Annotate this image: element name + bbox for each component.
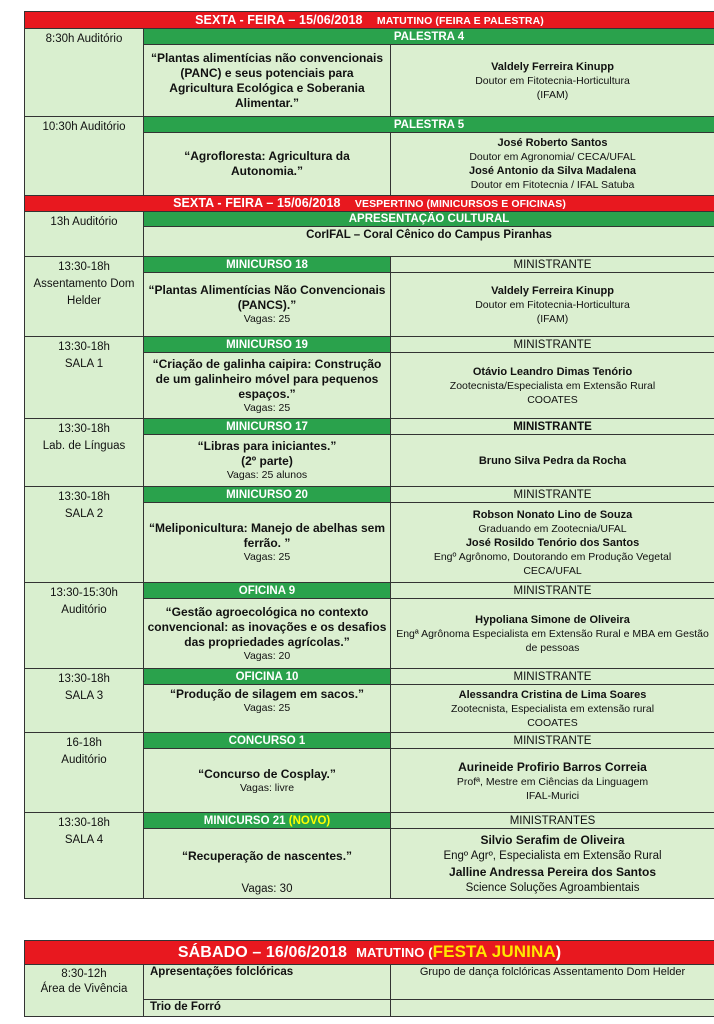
min19-title: “Criação de galinha caipira: Construção de um galinheiro móvel para pequenos espaços.”: [152, 356, 382, 401]
conc1-vagas: Vagas: livre: [239, 781, 295, 794]
saturday-item1-info: Grupo de dança folclóricas Assentamento Dom Helder: [391, 965, 714, 1000]
min19-credential1: Zootecnista/Especialista em Extensão Rural: [449, 379, 656, 392]
min20-label: MINICURSO 20: [144, 487, 391, 503]
palestra4-title-cell: [144, 45, 391, 117]
conc1-label: CONCURSO 1: [144, 733, 391, 749]
min19-ministrante: MINISTRANTE: [391, 337, 714, 353]
min20-time: 13:30-18h: [58, 491, 110, 503]
of10-time-cell: [25, 669, 144, 733]
min17-label: MINICURSO 17: [144, 419, 391, 435]
palestra5-credential2: Doutor em Fitotecnia / IFAL Satuba: [470, 179, 635, 191]
min20-vagas: Vagas: 25: [243, 551, 291, 563]
min20-speaker1: Robson Nonato Lino de Souza: [472, 508, 633, 521]
cultural-label: APRESENTAÇÃO CULTURAL: [144, 212, 714, 227]
of10-credential1: Zootecnista, Especialista em extensão rural: [450, 702, 655, 715]
min19-label: MINICURSO 19: [144, 337, 391, 353]
min20-credential1: Graduando em Zootecnia/UFAL: [478, 522, 627, 535]
conc1-time-cell: [25, 733, 144, 813]
min21-credential1: Engº Agrº, Especialista em Extensão Rural: [443, 849, 662, 862]
min18-label: MINICURSO 18: [144, 257, 391, 273]
min18-place: Assentamento Dom Helder: [33, 278, 135, 307]
palestra5-time: 10:30h Auditório: [25, 117, 144, 196]
min17-time-cell: [25, 419, 144, 487]
of10-speaker: Alessandra Cristina de Lima Soares: [458, 688, 647, 701]
min20-time-cell: [25, 487, 144, 583]
min21-vagas: Vagas: 30: [241, 883, 293, 895]
min18-speaker-cell: [391, 273, 714, 337]
min21-place: SALA 4: [64, 834, 104, 846]
period-title: VESPERTINO (MINICURSOS E OFICINAS): [354, 198, 566, 210]
of10-time: 13:30-18h: [58, 673, 110, 685]
min18-time: 13:30-18h: [58, 261, 110, 273]
min21-new-badge: (NOVO): [288, 814, 331, 827]
saturday-place: Área de Vivência: [40, 983, 128, 995]
of9-label: OFICINA 9: [144, 583, 391, 599]
min18-credential1: Doutor em Fitotecnia-Horticultura: [475, 298, 630, 311]
min20-credential3: CECA/UFAL: [523, 564, 582, 577]
of10-place: SALA 3: [64, 690, 104, 702]
conc1-ministrante: MINISTRANTE: [391, 733, 714, 749]
palestra5-title-cell: [144, 133, 391, 196]
of10-title-cell: [144, 685, 391, 733]
min17-title1: “Libras para iniciantes.”: [197, 439, 337, 453]
min19-credential2: COOATES: [527, 393, 578, 406]
saturday-time: 8:30-12h: [61, 968, 107, 980]
palestra4-title: “Plantas alimentícias não convencionais (PANC) e seus potenciais para Agricultura Ecológica e Soberania Alimentar.”: [150, 50, 384, 110]
saturday-item2: Trio de Forró: [144, 1000, 391, 1017]
palestra5-speaker1: José Roberto Santos: [497, 137, 608, 149]
of9-speaker-cell: [391, 599, 714, 669]
palestra5-title: “Agrofloresta: Agricultura da Autonomia.”: [184, 149, 350, 178]
min21-speaker2: Jalline Andressa Pereira dos Santos: [449, 864, 656, 879]
friday-schedule-table: [24, 11, 714, 899]
of9-ministrante: MINISTRANTE: [391, 583, 714, 599]
day-title: SEXTA - FEIRA – 15/06/2018: [195, 12, 363, 27]
min20-place: SALA 2: [64, 508, 104, 520]
min21-label-cell: [144, 813, 391, 829]
saturday-header: [25, 941, 714, 965]
saturday-item1: Apresentações folclóricas: [144, 965, 391, 1000]
of9-time-cell: [25, 583, 144, 669]
conc1-speaker-cell: [391, 749, 714, 813]
min20-title: “Meliponicultura: Manejo de abelhas sem ferrão. ”: [148, 521, 386, 550]
min18-time-cell: [25, 257, 144, 337]
min19-place: SALA 1: [64, 358, 104, 370]
saturday-item2-info: [391, 1000, 714, 1017]
period-title: MATUTINO (: [356, 945, 433, 960]
festa-junina-label: FESTA JUNINA: [432, 942, 556, 961]
min21-speaker1: Silvio Serafim de Oliveira: [480, 832, 625, 847]
day-title: SEXTA - FEIRA – 15/06/2018: [173, 196, 341, 210]
conc1-speaker: Aurineide Profirio Barros Correia: [458, 759, 647, 774]
min21-speaker-cell: [391, 829, 714, 899]
min17-time: 13:30-18h: [58, 423, 110, 435]
palestra5-label: PALESTRA 5: [144, 117, 714, 133]
min18-title-cell: [144, 273, 391, 337]
min21-title: “Recuperação de nascentes.”: [181, 849, 353, 863]
min17-title2: (2º parte): [241, 454, 293, 468]
min18-ministrante: MINISTRANTE: [391, 257, 714, 273]
min19-time-cell: [25, 337, 144, 419]
min18-vagas: Vagas: 25: [243, 313, 291, 325]
min19-title-cell: [144, 353, 391, 419]
min21-label: MINICURSO 21: [203, 814, 286, 827]
min18-title: “Plantas Alimentícias Não Convencionais (PANCS).”: [148, 283, 386, 312]
palestra4-time: 8:30h Auditório: [25, 29, 144, 117]
min19-vagas: Vagas: 25: [243, 401, 291, 414]
min21-ministrante: MINISTRANTES: [391, 813, 714, 829]
min17-title-cell: [144, 435, 391, 487]
min21-time-cell: [25, 813, 144, 899]
of9-speaker: Hypoliana Simone de Oliveira: [475, 613, 630, 626]
of10-speaker-cell: [391, 685, 714, 733]
cultural-title: CorIFAL – Coral Cênico do Campus Piranhas: [306, 229, 552, 241]
header-close-paren: ): [555, 944, 562, 961]
min18-credential2: (IFAM): [536, 312, 569, 325]
min19-time: 13:30-18h: [58, 341, 110, 353]
palestra4-speaker-cell: [391, 45, 714, 117]
min20-credential2: Engº Agrônomo, Doutorando em Produção Vegetal: [433, 550, 672, 563]
min20-title-cell: [144, 503, 391, 583]
period-title: MATUTINO (FEIRA E PALESTRA): [376, 14, 544, 27]
conc1-title: “Concurso de Cosplay.”: [198, 766, 336, 781]
friday-afternoon-header: [25, 196, 714, 212]
conc1-time: 16-18h: [66, 737, 102, 749]
conc1-credential1: Profª, Mestre em Ciências da Linguagem: [456, 775, 649, 788]
of10-credential2: COOATES: [527, 716, 578, 729]
min20-speaker2: José Rosildo Tenório dos Santos: [465, 536, 640, 549]
of10-label: OFICINA 10: [144, 669, 391, 685]
of10-vagas: Vagas: 25: [243, 702, 291, 714]
min17-vagas: Vagas: 25 alunos: [226, 469, 308, 481]
of10-title: “Produção de silagem em sacos.”: [169, 687, 365, 701]
min21-time: 13:30-18h: [58, 817, 110, 829]
of9-place: Auditório: [61, 604, 107, 616]
min17-speaker: Bruno Silva Pedra da Rocha: [478, 454, 627, 467]
conc1-place: Auditório: [61, 754, 107, 766]
min17-place: Lab. de Línguas: [42, 440, 126, 452]
min18-speaker: Valdely Ferreira Kinupp: [491, 284, 614, 297]
cultural-time: 13h Auditório: [25, 212, 144, 257]
min20-speaker-cell: [391, 503, 714, 583]
min19-speaker: Otávio Leandro Dimas Tenório: [472, 365, 633, 378]
min21-title-cell: [144, 829, 391, 899]
min17-speaker-cell: [391, 435, 714, 487]
min17-ministrante: MINISTRANTE: [391, 419, 714, 435]
conc1-title-cell: [144, 749, 391, 813]
palestra4-credential2: (IFAM): [536, 88, 569, 101]
of9-credential1: Engª Agrônoma Especialista em Extensão Rural e MBA em Gestão de pessoas: [396, 627, 709, 654]
saturday-schedule-table: [24, 940, 714, 1017]
day-title: SÁBADO – 16/06/2018: [177, 944, 347, 961]
palestra4-label: PALESTRA 4: [144, 29, 714, 45]
of9-title: “Gestão agroecológica no contexto convencional: as inovações e os desafios das propriedades agrícolas.”: [147, 604, 387, 649]
min20-ministrante: MINISTRANTE: [391, 487, 714, 503]
of9-time: 13:30-15:30h: [50, 587, 118, 599]
palestra4-credential1: Doutor em Fitotecnia-Horticultura: [475, 74, 630, 87]
palestra5-speaker-cell: [391, 133, 714, 196]
of9-title-cell: [144, 599, 391, 669]
conc1-credential2: IFAL-Murici: [525, 789, 580, 802]
palestra5-credential1: Doutor em Agronomia/ CECA/UFAL: [469, 151, 636, 163]
min21-credential2: Science Soluções Agroambientais: [465, 881, 640, 894]
cultural-title-cell: [144, 227, 714, 257]
palestra4-speaker: Valdely Ferreira Kinupp: [491, 60, 614, 73]
min19-speaker-cell: [391, 353, 714, 419]
palestra5-speaker2: José Antonio da Silva Madalena: [468, 165, 637, 177]
saturday-time-cell: [25, 965, 144, 1017]
friday-morning-header: [25, 12, 714, 29]
of9-vagas: Vagas: 20: [243, 649, 291, 662]
of10-ministrante: MINISTRANTE: [391, 669, 714, 685]
